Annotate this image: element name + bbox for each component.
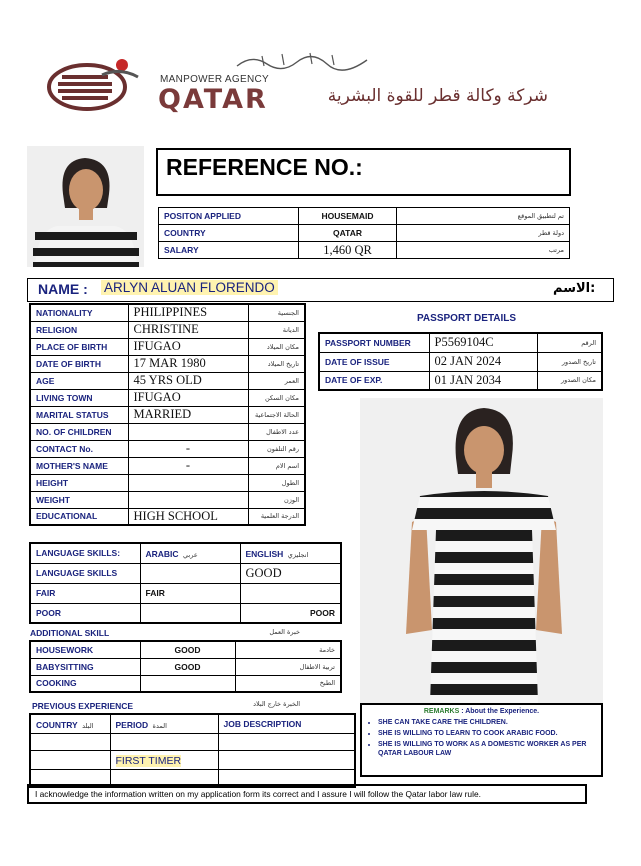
agency-arabic-title: شركة وكالة قطر للقوة البشرية [327,86,548,106]
personal-value: IFUGAO [128,338,248,355]
passport-title: PASSPORT DETAILS [417,313,517,324]
position-arabic: تم لتطبيق الموقع [397,208,570,225]
table-row [30,658,341,675]
country-header-label: COUNTRY [36,720,78,730]
table-row [30,440,305,457]
table-row [30,603,341,623]
salary-value: 1,460 QR [299,242,397,259]
table-row [319,352,602,371]
poor-row-arabic [140,603,240,623]
additional-skill-title: ADDITIONAL SKILL [30,628,110,638]
personal-value: CHRISTINE [128,321,248,338]
table-row [319,371,602,390]
personal-value [128,423,248,440]
table-row [30,714,355,734]
name-arabic: الاسم: [553,281,596,296]
cooking-value [140,675,235,692]
previous-experience-arabic: الخبرة خارج البلاد [253,700,300,708]
poor-row-label: POOR [30,603,140,623]
arabic-header [140,543,240,563]
period-header [110,714,218,734]
basmala-calligraphy [232,50,372,72]
personal-arabic: الوزن [248,491,305,508]
personal-value: 45 YRS OLD [128,372,248,389]
table-row [30,423,305,440]
personal-label: MARITAL STATUS [30,406,128,423]
personal-label: EDUCATIONAL [30,508,128,525]
table-row [30,457,305,474]
passport-number-arabic: الرقم [537,333,602,352]
poor-row-english: POOR [240,603,341,623]
table-row [30,675,341,692]
english-header-arabic: انجليزي [287,551,309,560]
personal-arabic: الطول [248,474,305,491]
housework-label: HOUSEWORK [30,641,140,658]
list-item: • SHE IS WILLING TO WORK AS A DOMESTIC WORKER AS PER QATAR LABOUR LAW [378,740,597,758]
table-row [30,543,341,563]
fair-row-label: FAIR [30,583,140,603]
table-row [30,751,355,770]
experience-table [29,713,356,788]
personal-label: NO. OF CHILDREN [30,423,128,440]
personal-arabic: العمر [248,372,305,389]
list-item: • SHE CAN TAKE CARE THE CHILDREN. [378,718,597,727]
country-header [30,714,110,734]
name-label: NAME : [38,281,88,297]
personal-value: HIGH SCHOOL [128,508,248,525]
agency-title: QATAR [158,84,268,115]
personal-arabic: رقم التلفون [248,440,305,457]
reference-label: REFERENCE NO.: [166,154,363,180]
list-item: • SHE IS WILLING TO LEARN TO COOK ARABIC FOOD. [378,729,597,738]
table-row [159,208,570,225]
table-row [159,225,570,242]
table-row [319,333,602,352]
remarks-box [360,703,603,777]
period-header-arabic: المدة [152,722,167,730]
cooking-label: COOKING [30,675,140,692]
expiry-date-label: DATE OF EXP. [319,371,429,390]
personal-value: - [128,440,248,457]
personal-value: - [128,457,248,474]
country-arabic: دولة قطر [397,225,570,242]
arabic-header-label: ARABIC [145,549,179,560]
country-value: QATAR [299,225,397,242]
language-row-english: GOOD [240,563,341,583]
position-table [158,207,570,259]
additional-skill-table [29,640,342,693]
personal-label: MOTHER'S NAME [30,457,128,474]
expiry-date-value: 01 JAN 2034 [429,371,537,390]
personal-arabic: مكان الميلاد [248,338,305,355]
language-header-label: LANGUAGE SKILLS: [30,543,140,563]
table-row [30,474,305,491]
table-row [30,406,305,423]
english-header [240,543,341,563]
table-row [30,355,305,372]
table-row [30,641,341,658]
personal-value [128,474,248,491]
previous-experience-title: PREVIOUS EXPERIENCE [32,701,134,711]
issue-date-arabic: تاريخ الصدور [537,352,602,371]
fair-row-english [240,583,341,603]
table-row [159,242,570,259]
fair-row-arabic: FAIR [140,583,240,603]
personal-label: WEIGHT [30,491,128,508]
personal-label: PLACE OF BIRTH [30,338,128,355]
first-timer-value: FIRST TIMER [115,755,182,767]
salary-label: SALARY [159,242,299,259]
passport-table [318,332,603,391]
remarks-suffix: : About the Experience. [461,708,540,715]
name-value: ARLYN ALUAN FLORENDO [101,280,278,295]
babysitting-value: GOOD [140,658,235,675]
personal-value: 17 MAR 1980 [128,355,248,372]
personal-label: NATIONALITY [30,304,128,321]
table-row [30,372,305,389]
applicant-photo-full [360,398,603,703]
position-value: HOUSEMAID [299,208,397,225]
language-table [29,542,342,624]
personal-arabic: عدد الاطفال [248,423,305,440]
personal-arabic: الديانة [248,321,305,338]
table-row [30,583,341,603]
personal-arabic: الحالة الاجتماعية [248,406,305,423]
personal-value [128,491,248,508]
language-row-arabic [140,563,240,583]
personal-value: IFUGAO [128,389,248,406]
issue-date-value: 02 JAN 2024 [429,352,537,371]
personal-label: RELIGION [30,321,128,338]
table-row [30,734,355,751]
job-description-header: JOB DESCRIPTION [218,714,355,734]
personal-arabic: تاريخ الميلاد [248,355,305,372]
table-row [30,321,305,338]
personal-arabic: اسم الام [248,457,305,474]
personal-value: MARRIED [128,406,248,423]
first-timer-cell [110,751,218,770]
personal-arabic: مكان السكن [248,389,305,406]
expiry-date-arabic: مكان الصدور [537,371,602,390]
personal-label: HEIGHT [30,474,128,491]
period-header-label: PERIOD [115,720,149,730]
personal-label: LIVING TOWN [30,389,128,406]
personal-arabic: الجنسية [248,304,305,321]
personal-label: CONTACT No. [30,440,128,457]
table-row [30,508,305,525]
table-row [30,304,305,321]
agency-logo [42,55,142,115]
language-row-label: LANGUAGE SKILLS [30,563,140,583]
housework-value: GOOD [140,641,235,658]
babysitting-label: BABYSITTING [30,658,140,675]
personal-arabic: الدرجة العلمية [248,508,305,525]
arabic-header-arabic: عربي [183,551,198,560]
remarks-list [366,718,597,758]
agency-subtitle: MANPOWER AGENCY [160,74,269,85]
position-label: POSITON APPLIED [159,208,299,225]
remarks-label: REMARKS [423,708,460,715]
english-header-label: ENGLISH [245,549,284,560]
personal-label: DATE OF BIRTH [30,355,128,372]
personal-value: PHILIPPINES [128,304,248,321]
acknowledgement-text: I acknowledge the information written on my application form its correct and I assure I will follow the Qatar labor law rule. [27,784,587,804]
passport-number-value: P5569104C [429,333,537,352]
babysitting-arabic: تربية الاطفال [235,658,341,675]
housework-arabic: خادمة [235,641,341,658]
personal-label: AGE [30,372,128,389]
additional-skill-arabic: خبرة العمل [269,628,300,636]
table-row [30,563,341,583]
table-row [30,389,305,406]
remarks-header [366,708,597,715]
table-row [30,491,305,508]
country-label: COUNTRY [159,225,299,242]
passport-number-label: PASSPORT NUMBER [319,333,429,352]
personal-table [29,303,306,526]
applicant-photo-small [27,146,144,267]
country-header-arabic: البلد [82,722,94,730]
cooking-arabic: الطبخ [235,675,341,692]
table-row [30,338,305,355]
issue-date-label: DATE OF ISSUE [319,352,429,371]
salary-arabic: مرتب [397,242,570,259]
